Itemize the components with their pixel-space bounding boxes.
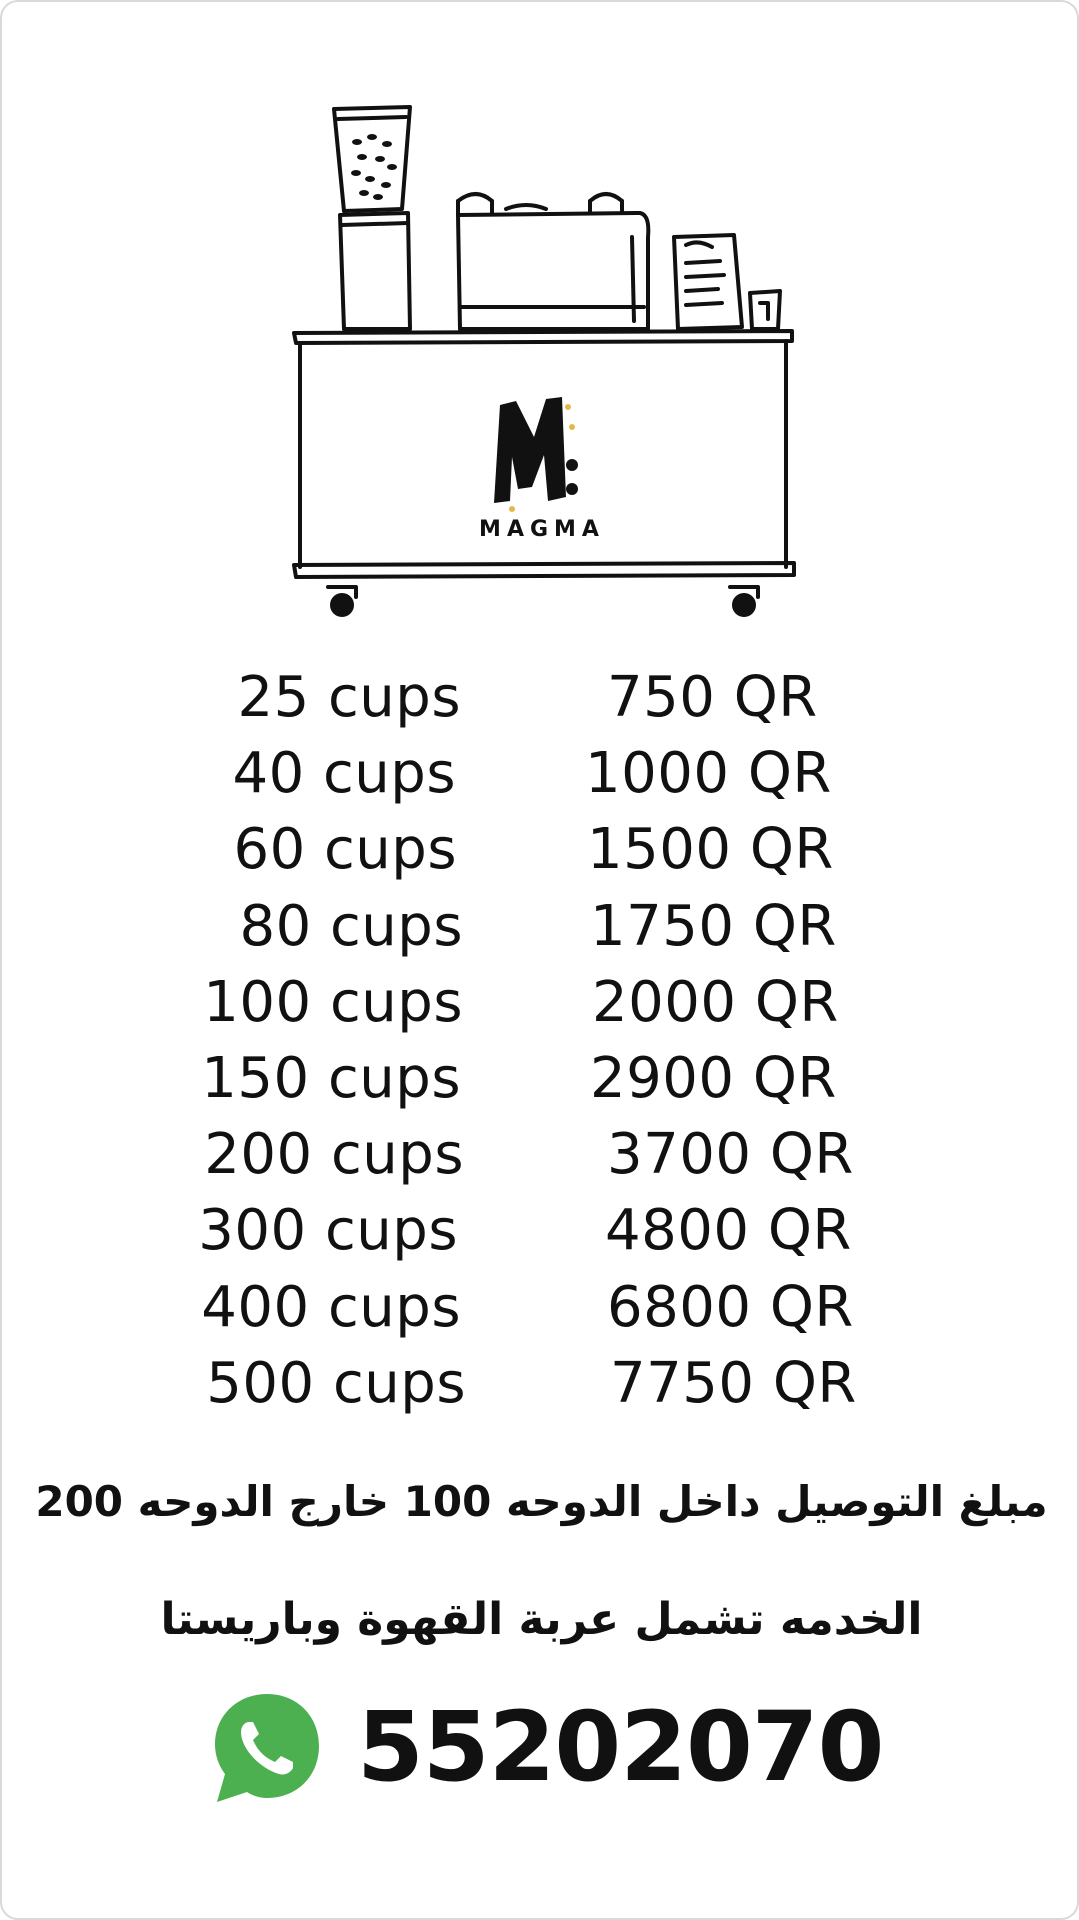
cups-label: 400 cups	[201, 1274, 461, 1340]
price-row	[2, 1117, 1079, 1193]
price-label: 6800 QR	[607, 1274, 854, 1340]
contact-row	[207, 1682, 907, 1812]
cups-label: 40 cups	[232, 741, 456, 807]
coffee-cart-illustration	[272, 97, 812, 637]
cups-label: 25 cups	[237, 665, 461, 730]
price-label: 1750 QR	[590, 893, 837, 959]
price-row	[2, 1041, 1079, 1117]
cart-base	[294, 563, 794, 577]
magma-logo-text: MAGMA	[479, 517, 605, 542]
price-label: 2000 QR	[592, 969, 839, 1035]
price-label: 3700 QR	[607, 1122, 854, 1188]
price-label: 7750 QR	[610, 1350, 857, 1416]
whatsapp-icon[interactable]	[207, 1688, 327, 1808]
cups-label: 60 cups	[233, 817, 457, 883]
counter-top	[294, 331, 792, 343]
price-list	[2, 660, 1079, 1422]
coffee-beans	[351, 134, 397, 200]
price-label: 4800 QR	[605, 1198, 852, 1264]
grinder-hopper	[334, 107, 410, 211]
price-row	[2, 1193, 1079, 1269]
cup	[750, 291, 780, 329]
cups-label: 80 cups	[239, 893, 463, 959]
price-row	[2, 965, 1079, 1041]
cups-label: 500 cups	[206, 1350, 466, 1416]
price-row	[2, 660, 1079, 736]
cups-label: 200 cups	[204, 1122, 464, 1188]
phone-number[interactable]: 55202070	[357, 1691, 884, 1803]
price-label: 1500 QR	[587, 817, 834, 883]
price-row	[2, 1346, 1079, 1422]
price-label: 750 QR	[607, 665, 818, 730]
price-row	[2, 1270, 1079, 1346]
wheel-left	[332, 595, 352, 615]
cups-label: 100 cups	[203, 969, 463, 1035]
price-row	[2, 812, 1079, 888]
price-row	[2, 736, 1079, 812]
wheel-right	[734, 595, 754, 615]
price-label: 1000 QR	[585, 741, 832, 807]
cups-label: 300 cups	[198, 1198, 458, 1264]
service-note: الخدمه تشمل عربة القهوة وباريستا	[160, 1594, 923, 1645]
espresso-machine	[458, 213, 648, 329]
menu-board	[674, 235, 742, 329]
price-label: 2900 QR	[590, 1045, 837, 1111]
grinder-body	[340, 213, 410, 329]
magma-logo	[494, 397, 578, 512]
delivery-note: مبلغ التوصيل داخل الدوحه 100 خارج الدوحه 200	[35, 1477, 1048, 1526]
cups-label: 150 cups	[201, 1045, 461, 1111]
price-row	[2, 889, 1079, 965]
